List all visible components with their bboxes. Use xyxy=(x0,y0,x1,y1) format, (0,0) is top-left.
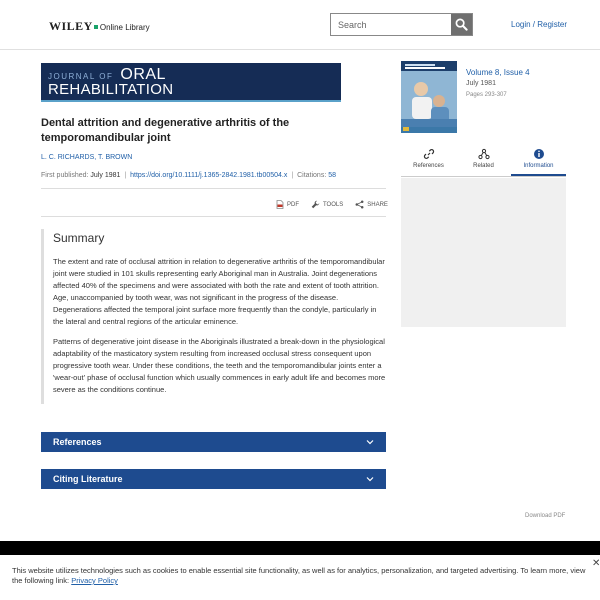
wiley-logo[interactable] xyxy=(49,19,150,34)
pdf-label: PDF xyxy=(287,201,299,208)
tools-label: TOOLS xyxy=(323,201,344,208)
journal-name-rehabilitation: REHABILITATION xyxy=(48,81,174,98)
site-footer xyxy=(0,541,600,555)
summary-section xyxy=(41,229,386,404)
citations-count-link[interactable]: 58 xyxy=(328,172,337,179)
tab-references-label: References xyxy=(413,163,444,169)
cookie-text: This website utilizes technologies such as cookies to enable essential site functionality, as well as for analytics, personalization, and targeted advertising. To learn more, view the following link: xyxy=(12,566,586,585)
journal-banner[interactable] xyxy=(41,63,341,102)
tab-references[interactable] xyxy=(401,146,456,176)
sidebar-panel xyxy=(401,178,566,327)
search-button[interactable] xyxy=(451,14,472,35)
summary-heading: Summary xyxy=(53,231,105,245)
issue-date: July 1981 xyxy=(466,80,496,87)
issue-pages: Pages 293-307 xyxy=(466,92,507,98)
article-authors[interactable]: L. C. RICHARDS, T. BROWN xyxy=(41,154,133,161)
search-icon xyxy=(455,18,468,31)
tools-button[interactable] xyxy=(311,200,343,209)
summary-paragraph-1: The extent and rate of occlusal attrition in relation to degenerative arthritis of the temporomandibular joint were studied in 101 skulls representing early Aboriginal man in Australia. Joint degenerations affected 40% of the specimens and were associated with both the rate and extent of tooth attrition. Age, unaccompanied by tooth wear, was not significant in the progress of the disease. Degenerations affected the temporal joint surface more frequently than the condyle, particularly in the lateral and central regions of the articular eminence. xyxy=(53,257,385,326)
references-accordion[interactable] xyxy=(41,432,386,452)
tab-information-label: Information xyxy=(523,163,554,169)
logo-mark-icon xyxy=(94,25,98,29)
tab-related-label: Related xyxy=(473,163,494,169)
journal-name-prefix: JOURNAL OF xyxy=(48,72,114,81)
share-label: SHARE xyxy=(367,201,388,208)
issue-volume-link[interactable]: Volume 8, Issue 4 xyxy=(466,68,530,77)
summary-paragraph-2: Patterns of degenerative joint disease in the Aboriginals illustrated a break-down in the physiological adaptability of the masticatory system resulting from increased occlusal stress consequent upon progressive tooth wear. Under these conditions, the teeth and the temporomandibular joints enter a 'wear-out' phase of occlusal function which usually commences in early adult life and becomes more severe as the conditions continue. xyxy=(53,337,386,394)
pdf-icon xyxy=(276,200,284,209)
divider xyxy=(41,216,386,217)
search-box xyxy=(330,13,473,36)
pdf-button[interactable] xyxy=(276,200,299,209)
journal-name-oral: ORAL xyxy=(120,66,166,83)
site-header xyxy=(0,0,600,50)
logo-brand: WILEY xyxy=(49,19,93,33)
share-icon xyxy=(355,200,364,209)
search-input[interactable] xyxy=(331,14,451,35)
login-register-link[interactable]: Login / Register xyxy=(511,20,568,29)
divider xyxy=(41,188,386,189)
doi-link[interactable]: https://doi.org/10.1111/j.1365-2842.1981.tb00504.x xyxy=(130,172,288,179)
article-title: Dental attrition and degenerative arthritis of the temporomandibular joint xyxy=(41,117,290,144)
wrench-icon xyxy=(311,200,320,209)
download-pdf-link[interactable]: Download PDF xyxy=(525,513,566,519)
separator: | xyxy=(124,172,127,179)
first-published-label: First published: xyxy=(41,172,89,179)
close-icon[interactable]: ✕ xyxy=(592,558,600,569)
tab-related[interactable] xyxy=(456,146,511,176)
sidebar-tabs xyxy=(401,146,566,177)
citing-literature-accordion[interactable] xyxy=(41,469,386,489)
cookie-banner xyxy=(0,555,600,600)
privacy-policy-link[interactable]: Privacy Policy xyxy=(71,576,118,585)
related-icon xyxy=(478,148,490,160)
separator: | xyxy=(291,172,294,179)
chevron-down-icon xyxy=(366,476,374,482)
article-tools xyxy=(276,200,388,209)
link-icon xyxy=(423,148,435,160)
cookie-message xyxy=(12,566,592,586)
logo-product: Online Library xyxy=(99,23,150,32)
first-published-value: July 1981 xyxy=(90,172,121,179)
citations-label: Citations: xyxy=(297,172,327,179)
share-button[interactable] xyxy=(355,200,388,209)
tab-information[interactable] xyxy=(511,146,566,176)
citing-literature-accordion-label: Citing Literature xyxy=(53,474,123,484)
info-icon xyxy=(533,148,545,160)
publication-info xyxy=(41,172,336,179)
references-accordion-label: References xyxy=(53,437,102,447)
cover-art xyxy=(401,61,457,133)
journal-cover-image[interactable] xyxy=(401,61,457,133)
chevron-down-icon xyxy=(366,439,374,445)
